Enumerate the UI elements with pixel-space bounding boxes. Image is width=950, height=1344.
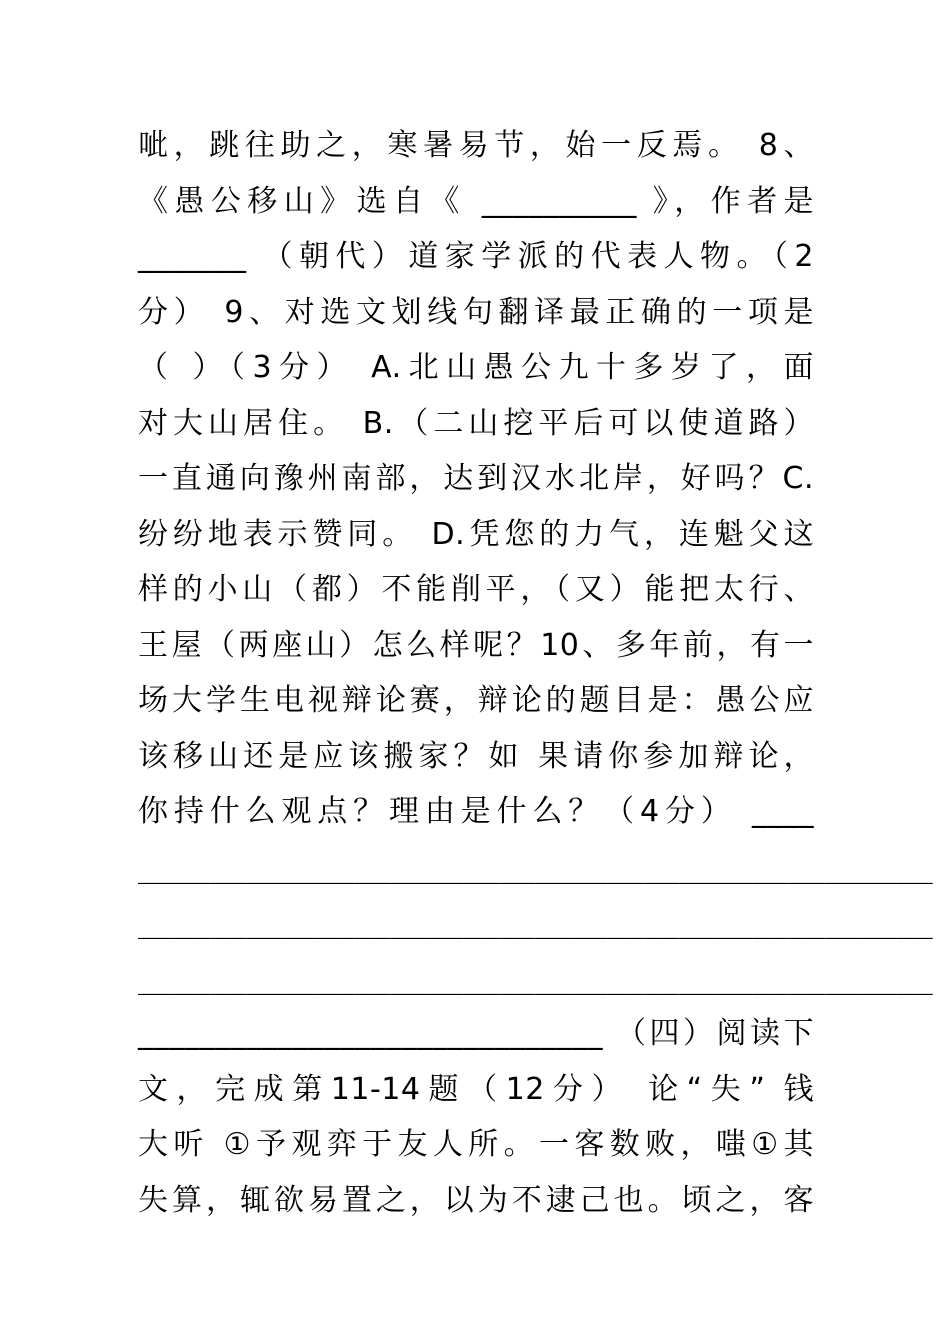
text-line: _______ （朝代）道家学派的代表人物。（2 <box>138 239 814 274</box>
text-line: 场大学生电视辩论赛，辩论的题目是：愚公应 <box>138 683 814 718</box>
body-text <box>138 118 933 1228</box>
text-line: 你持什么观点？理由是什么？（4分） ____ <box>138 794 814 829</box>
text-line: 该移山还是应该搬家？如 果请你参加辩论， <box>138 738 814 774</box>
text-line: 对大山居住。 B.（二山挖平后可以使道路） <box>138 405 814 441</box>
text-line: 《愚公移山》选自《 __________ 》，作者是 <box>138 183 814 219</box>
text-line: 文，完成第11-14题（12分） 论“失” 钱 <box>138 1071 814 1107</box>
text-line: 王屋（两座山）怎么样呢？10、多年前，有一 <box>138 627 814 663</box>
answer-blank-line: ____________________________________________ <box>138 905 933 940</box>
text-line: 大听 ①予观弈于友人所。一客数败，嗤①其 <box>138 1127 814 1162</box>
text-line: 纷纷地表示赞同。 D.凭您的力气，连魁父这 <box>138 516 814 552</box>
text-line: ______________________________ （四）阅读下 <box>138 1016 814 1051</box>
text-line: （ ）（3分） A.北山愚公九十多岁了，面 <box>138 350 814 385</box>
text-line: 呲，跳往助之，寒暑易节，始一反焉。 8、 <box>138 128 814 163</box>
text-line: 失算，辄欲易置之，以为不逮己也。顷之，客 <box>138 1182 814 1218</box>
text-line: 样的小山（都）不能削平，（又）能把太行、 <box>138 572 814 607</box>
text-line: 一直通向豫州南部，达到汉水北岸，好吗？C. <box>138 461 814 496</box>
answer-blank-line: ____________________________________________ <box>138 960 933 996</box>
answer-blank-line: ____________________________________________ <box>138 849 933 885</box>
text-line: 分） 9、对选文划线句翻译最正确的一项是 <box>138 294 814 330</box>
